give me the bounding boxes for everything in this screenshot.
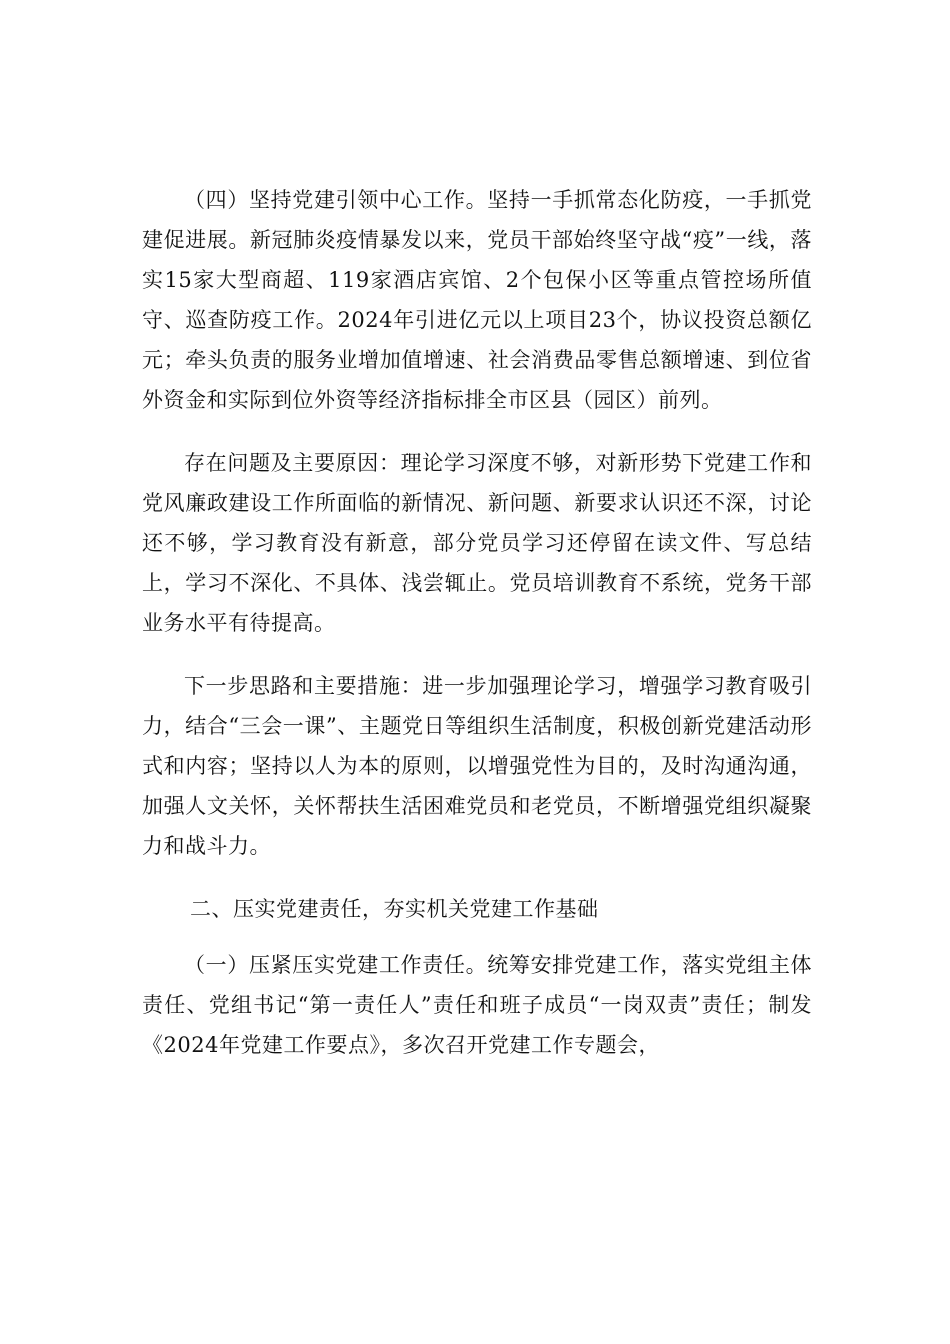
section-heading: 二、压实党建责任，夯实机关党建工作基础 — [190, 897, 599, 921]
paragraph-party-building-center-work: （四）坚持党建引领中心工作。坚持一手抓常态化防疫，一手抓党建促进展。新冠肺炎疫情暴发以来，党员干部始终坚守战“疫”一线，落实15家大型商超、119家酒店宾馆、2个包保小区等重点管控场所值守、巡查防疫工作。2024年引进亿元以上项目23个，协议投资总额亿元；牵头负责的服务业增加值增速、社会消费品零售总额增速、到位省外资金和实际到位外资等经济指标排全市区县（园区）前列。 — [142, 188, 812, 412]
paragraph-next-steps: 下一步思路和主要措施：进一步加强理论学习，增强学习教育吸引力，结合“三会一课”、主题党日等组织生活制度，积极创新党建活动形式和内容；坚持以人为本的原则，以增强党性为目的，及时沟通沟通，加强人文关怀，关怀帮扶生活困难党员和老党员，不断增强党组织凝聚力和战斗力。 — [142, 674, 812, 858]
document-body — [142, 180, 812, 1088]
paragraph-responsibility: （一）压紧压实党建工作责任。统筹安排党建工作，落实党组主体责任、党组书记“第一责任人”责任和班子成员“一岗双责”责任；制发《2024年党建工作要点》，多次召开党建工作专题会， — [142, 953, 812, 1057]
paragraph-problems-and-causes: 存在问题及主要原因：理论学习深度不够，对新形势下党建工作和党风廉政建设工作所面临的新情况、新问题、新要求认识还不深，讨论还不够，学习教育没有新意，部分党员学习还停留在读文件、写总结上，学习不深化、不具体、浅尝辄止。党员培训教育不系统，党务干部业务水平有待提高。 — [142, 451, 812, 635]
